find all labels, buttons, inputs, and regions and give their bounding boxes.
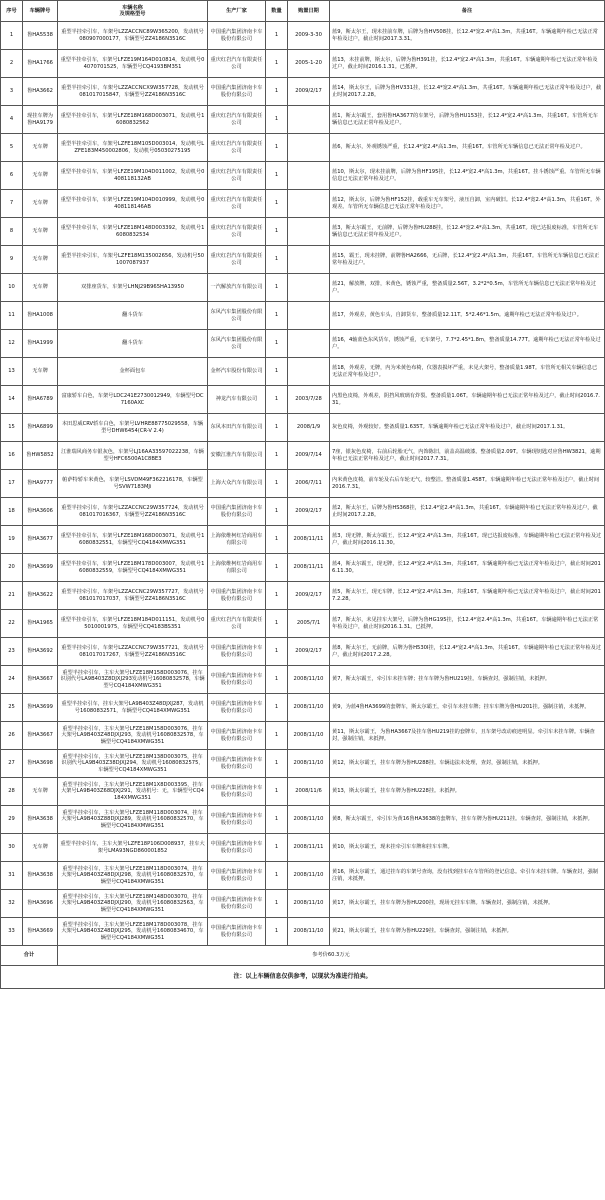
row-maker: 中国重汽集团济南卡车股份有限公司 (208, 918, 266, 946)
row-vehicle-name: 重型半挂牵引车，车架号LZZACCNC29W357727，发动机号081017017037，车辆型号ZZ4186N3516C (58, 582, 208, 610)
row-remark: 灰色皮椅，外观较好。整备质量1.635T。车辆逾期年检已无法正常年检及过户，截止时间2017.1.31。 (330, 414, 605, 442)
row-date (288, 302, 330, 330)
header-qty: 数量 (266, 1, 288, 22)
header-remark: 备注 (330, 1, 605, 22)
row-remark: 黄11，斯太尔霸王，为鲁HA3667及挂车鲁HU219挂的套牌车，且车架号改动痕迹明显。牵引车未挂车牌。车辆查封，强制注销，未抵押。 (330, 722, 605, 750)
row-maker: 上海依维柯红岩商用车有限公司 (208, 554, 266, 582)
row-remark: 内米黄色皮椅，前车轮及右后车轮无气，较整洁。整备质量1.458T。车辆逾期年检已无法正常年检及过户，截止时间2016.7.31。 (330, 470, 605, 498)
row-plate: 鲁HW5852 (23, 442, 58, 470)
header-date: 购置日期 (288, 1, 330, 22)
row-qty: 1 (266, 498, 288, 526)
row-plate: 鲁HA3699 (23, 694, 58, 722)
row-vehicle-name: 重型半挂牵引车，车架号LFZE18M148D003392，发动机号16080832534 (58, 218, 208, 246)
row-maker: 中国重汽集团济南卡车股份有限公司 (208, 78, 266, 106)
row-vehicle-name: 本田思威CRV轿车白色，车架号LVHRE88775029558，车辆型号DHW6454(CR-V 2.4) (58, 414, 208, 442)
row-date: 2006/7/11 (288, 470, 330, 498)
row-maker: 重庆红岩汽车有限责任公司 (208, 246, 266, 274)
row-qty: 1 (266, 862, 288, 890)
row-index: 28 (1, 778, 23, 806)
row-maker: 中国重汽集团济南卡车股份有限公司 (208, 582, 266, 610)
row-maker: 中国重汽集团济南卡车股份有限公司 (208, 722, 266, 750)
row-vehicle-name: 重型半挂牵引车，车架号LFZE18M168D003071，发动机号16080832562 (58, 106, 208, 134)
row-remark: 蓝21，解放牌，双排，米黄色，锈蚀严重，整备质量2.56T，3.2*2*0.5m，车管所无车辆信息已无法正常年检及过户。 (330, 274, 605, 302)
table-row (1, 162, 605, 190)
table-row (1, 22, 605, 50)
row-plate: 无车牌 (23, 358, 58, 386)
row-date (288, 274, 330, 302)
row-remark: 蓝10，斯太尔，现未挂前牌，后牌为鲁HF195挂，长12.4*宽2.4*高1.3m，共重16T。挂斗锈蚀严重。车管所无车辆信息已无法正常年检及过户。 (330, 162, 605, 190)
row-maker: 神龙汽车有限公司 (208, 386, 266, 414)
row-maker: 东风本田汽车有限公司 (208, 414, 266, 442)
row-remark: 蓝1，斯太尔霸王，套用鲁HA3677的车架号，后牌为鲁HU153挂，长12.4*宽2.4*高1.3m，共重16T。车管所无车辆信息已无法正常年检及过户。 (330, 106, 605, 134)
note-row (1, 966, 605, 989)
row-maker: 中国重汽集团济南卡车股份有限公司 (208, 750, 266, 778)
row-maker: 上海依维柯红岩商用车有限公司 (208, 526, 266, 554)
row-remark: 黄16，斯太尔霸王，通过挂车的车架号查询，没有找到挂车在车管所的登记信息。牵引车未挂车牌。车辆查封，强制注销，未抵押。 (330, 862, 605, 890)
row-vehicle-name: 重型半挂牵引车，车架号LZZACCNC79W357721，发动机号081017017267，车辆型号ZZ4186N3516C (58, 638, 208, 666)
row-remark: 蓝3，现无牌，斯太尔霸王，长12.4*宽2.4*高1.3m，共重16T。现已达报废标准，车辆逾期年检已无法正常年检及过户，截止时间2016.11.30。 (330, 526, 605, 554)
row-date: 2008/11/6 (288, 778, 330, 806)
table-row (1, 246, 605, 274)
row-index: 11 (1, 302, 23, 330)
row-vehicle-name: 重型半挂牵引车，主车大架号LFZE18M1X8D003395，挂车大架号LA9B403Z68DJXJ291，发动机号：无，车辆型号CQ4184XMWG351 (58, 778, 208, 806)
row-index: 25 (1, 694, 23, 722)
row-remark: 蓝14，斯太尔王，后牌为鲁HV331挂，长12.4*宽2.4*高1.3m，共重16T。车辆逾期年检已无法正常年检及过户，截止时间2017.2.28。 (330, 78, 605, 106)
row-qty: 1 (266, 638, 288, 666)
table-row (1, 134, 605, 162)
row-date: 2005-1-20 (288, 50, 330, 78)
row-index: 31 (1, 862, 23, 890)
total-value: 参考价60.3万元 (58, 946, 605, 966)
row-index: 10 (1, 274, 23, 302)
row-index: 15 (1, 414, 23, 442)
row-date: 2009/2/17 (288, 638, 330, 666)
table-row (1, 694, 605, 722)
row-plate: 现挂车牌为鲁HA9179 (23, 106, 58, 134)
row-remark: 蓝7，斯太尔，未见挂车大架号，后牌为鲁HG195挂，长12.4*宽2.4*高1.3m，共重16T。车辆逾期年检已无法正常年检及过户，截止时间2016.1.31。已抵押。 (330, 610, 605, 638)
row-date: 2008/1/9 (288, 414, 330, 442)
row-vehicle-name: 重型半挂牵引车，车架号LFZE19M104D010999，发动机号0408118146AB (58, 190, 208, 218)
row-date: 2008/11/10 (288, 750, 330, 778)
row-maker: 中国重汽集团济南卡车股份有限公司 (208, 778, 266, 806)
row-vehicle-name: 重型半挂牵引车，主车大架号LFZE18M148D003070，挂车大架号LA9B403Z48DJXJ290，发动机号16080832563，车辆型号CQ4184XMWG351 (58, 890, 208, 918)
row-qty: 1 (266, 358, 288, 386)
row-vehicle-name: 重型半挂牵引车，主车大架号LFZE18M158D003076，挂车识别代号LA9B403Z8DJXJ293发动机号16080832578，车辆型号CQ4184XMWG351 (58, 666, 208, 694)
row-plate: 无车牌 (23, 246, 58, 274)
row-qty: 1 (266, 554, 288, 582)
row-date: 2009/2/17 (288, 78, 330, 106)
row-vehicle-name: 重型半挂牵引车，车架号LFZE18M168D003071，发动机号16080832551，车辆型号CQ4184XMWG351 (58, 526, 208, 554)
row-plate: 鲁HA1965 (23, 610, 58, 638)
row-maker: 中国重汽集团济南卡车股份有限公司 (208, 806, 266, 834)
row-remark: 蓝4，斯太尔霸王，现无牌，长12.4*宽2.4*高1.3m，共重16T。车辆逾期年检已无法正常年检及过户，截止时间2016.11.30。 (330, 554, 605, 582)
row-qty: 1 (266, 722, 288, 750)
row-maker: 中国重汽集团济南卡车股份有限公司 (208, 834, 266, 862)
row-vehicle-name: 翻斗货车 (58, 302, 208, 330)
row-remark: 蓝9，斯太尔王，现未挂前车牌，后牌为鲁HV508挂，长12.4*宽2.4*高1.3m，共重16T。车辆逾期年检已无法正常年检及过户，截止时间2017.3.31。 (330, 22, 605, 50)
row-index: 21 (1, 582, 23, 610)
row-index: 29 (1, 806, 23, 834)
row-remark: 蓝5，斯太尔王，现无车牌，长12.4*宽2.4*高1.3m，共重16T。车辆逾期年检已无法正常年检及过户，截止时间2017.2.28。 (330, 582, 605, 610)
row-plate: 鲁HA3699 (23, 554, 58, 582)
row-index: 8 (1, 218, 23, 246)
row-date: 2009/2/17 (288, 582, 330, 610)
row-maker: 重庆红岩汽车有限责任公司 (208, 134, 266, 162)
row-maker: 重庆红岩汽车有限责任公司 (208, 190, 266, 218)
row-vehicle-name: 重型半挂牵引车，车架号LZFE18M135002656，发动机号501007087937 (58, 246, 208, 274)
row-vehicle-name: 重型半挂牵引车，车架号LZZACCNCX9W357728，发动机号081017015847，车辆型号ZZ4186N3516C (58, 78, 208, 106)
row-qty: 1 (266, 78, 288, 106)
row-plate: 鲁HA3696 (23, 890, 58, 918)
row-vehicle-name: 双排座货车，车架号LHNJ29B965HA13950 (58, 274, 208, 302)
row-date: 2008/11/10 (288, 918, 330, 946)
row-index: 27 (1, 750, 23, 778)
row-plate: 鲁HA6789 (23, 386, 58, 414)
row-plate: 无车牌 (23, 778, 58, 806)
row-date (288, 330, 330, 358)
row-qty: 1 (266, 610, 288, 638)
row-index: 17 (1, 470, 23, 498)
row-index: 13 (1, 358, 23, 386)
row-maker: 上海大众汽车有限公司 (208, 470, 266, 498)
row-index: 3 (1, 78, 23, 106)
table-row (1, 498, 605, 526)
row-vehicle-name: 重型半挂牵引车，挂车大架号LA9B403Z48DJXJ287，发动机号16080832571，车辆型号CQ4184XMWG351 (58, 694, 208, 722)
table-row (1, 666, 605, 694)
row-vehicle-name: 重型半挂牵引车，车架号LFZE19M164D010814，发动机号04070701525，车辆型号CQ4193BM351 (58, 50, 208, 78)
row-index: 18 (1, 498, 23, 526)
row-vehicle-name: 重型半挂牵引车，主车大架号LFZE18M118D003074，挂车大架号LA9B403Z88DJXJ289，发动机号16080832570，车辆型号CQ4184XMWG351 (58, 806, 208, 834)
row-index: 1 (1, 22, 23, 50)
row-maker: 中国重汽集团济南卡车股份有限公司 (208, 638, 266, 666)
row-qty: 1 (266, 386, 288, 414)
table-row (1, 442, 605, 470)
row-qty: 1 (266, 162, 288, 190)
header-maker: 生产厂家 (208, 1, 266, 22)
row-plate: 鲁HA3606 (23, 498, 58, 526)
row-remark: 蓝17，外观差，黄色车头，自卸货车，整备质量12.11T。5*2.46*1.5m。逾期年检已无法正常年检及过户。 (330, 302, 605, 330)
row-date (288, 190, 330, 218)
row-maker: 中国重汽集团济南卡车股份有限公司 (208, 890, 266, 918)
row-index: 24 (1, 666, 23, 694)
row-vehicle-name: 重型半挂牵引车，车架号LFZE18M184D011151，发动机号05010001975，车辆型号CQ4183BS351 (58, 610, 208, 638)
row-plate: 鲁HA1008 (23, 302, 58, 330)
row-maker: 中国重汽集团济南卡车股份有限公司 (208, 666, 266, 694)
row-date (288, 106, 330, 134)
row-maker: 中国重汽集团济南卡车股份有限公司 (208, 694, 266, 722)
row-qty: 1 (266, 890, 288, 918)
row-qty: 1 (266, 834, 288, 862)
row-date: 2003/7/28 (288, 386, 330, 414)
row-vehicle-name: 重型半挂牵引车，车架号LZFE18M105D003014，发动机号LZFE183M450002806，发动机号05030275195 (58, 134, 208, 162)
row-qty: 1 (266, 50, 288, 78)
table-row (1, 638, 605, 666)
row-remark: 黄7，斯太尔霸王，牵引车未挂车牌；挂车车牌为鲁HU219挂。车辆查封，强制注销，未抵押。 (330, 666, 605, 694)
row-remark: 蓝18，外观差，无牌，内为米黄色布椅，仪器表损坏严重，未见大架号，整备质量1.98T。车管所无相关车辆信息已无法正常年检及过户。 (330, 358, 605, 386)
row-date (288, 134, 330, 162)
row-date: 2008/11/10 (288, 806, 330, 834)
row-vehicle-name: 重型半挂牵引车，车架号LZZACCNC29W357724，发动机号081017016367，车辆型号ZZ4186N3516C (58, 498, 208, 526)
table-row (1, 274, 605, 302)
row-plate: 鲁HA3669 (23, 918, 58, 946)
table-row (1, 358, 605, 386)
row-qty: 1 (266, 778, 288, 806)
row-vehicle-name: 重型半挂牵引车，车架号LFZE19M104D011002，发动机号0408118132AB (58, 162, 208, 190)
table-row (1, 806, 605, 834)
row-maker: 重庆红岩汽车有限责任公司 (208, 106, 266, 134)
row-maker: 金杯汽车股份有限公司 (208, 358, 266, 386)
row-maker: 中国重汽集团济南卡车股份有限公司 (208, 862, 266, 890)
row-remark: 蓝6，斯太尔，外观锈蚀严重，长12.4*宽2.4*高1.3m，共重16T。车管所无车辆信息已无法正常年检及过户。 (330, 134, 605, 162)
row-plate: 鲁HA3667 (23, 666, 58, 694)
row-qty: 1 (266, 246, 288, 274)
row-qty: 1 (266, 134, 288, 162)
row-remark: 黄9，为蓝4鲁HA3699的套牌车，斯太尔霸王，牵引车未挂车牌；挂车车牌为鲁HU201挂。强制注销，未抵押。 (330, 694, 605, 722)
table-row (1, 302, 605, 330)
row-qty: 1 (266, 666, 288, 694)
row-qty: 1 (266, 806, 288, 834)
row-vehicle-name: 翻斗货车 (58, 330, 208, 358)
table-row (1, 526, 605, 554)
footnote: 注：以上车辆信息仅供参考，以现状为准进行拍卖。 (1, 966, 605, 989)
row-remark: 蓝3，斯太尔霸王，无前牌，后牌为鲁HU288挂，长12.4*宽2.4*高1.3m，共重16T。现已达报废标准，车管所无车辆信息已无法正常年检及过户。 (330, 218, 605, 246)
row-qty: 1 (266, 442, 288, 470)
table-row (1, 918, 605, 946)
table-row (1, 834, 605, 862)
row-index: 30 (1, 834, 23, 862)
row-date: 2008/11/10 (288, 666, 330, 694)
row-index: 2 (1, 50, 23, 78)
row-index: 33 (1, 918, 23, 946)
header-plate: 车辆牌号 (23, 1, 58, 22)
row-maker: 一汽解放汽车有限公司 (208, 274, 266, 302)
row-maker: 重庆红岩汽车有限责任公司 (208, 162, 266, 190)
row-remark: 黄8，斯太尔霸王，牵引车为黄16鲁HA3638的套牌车，挂车车牌为鲁HU211挂。车辆查封，强制注销，未抵押。 (330, 806, 605, 834)
row-index: 32 (1, 890, 23, 918)
total-label: 合计 (1, 946, 58, 966)
row-vehicle-name: 重型半挂牵引车，主车大架号LFZE18M138D003075，挂车识别代号LA9B403Z38DJXJ294，发动机号16080832575，车辆型号CQ4184XMWG351 (58, 750, 208, 778)
row-qty: 1 (266, 694, 288, 722)
row-index: 20 (1, 554, 23, 582)
row-index: 6 (1, 162, 23, 190)
row-plate: 鲁HA3638 (23, 862, 58, 890)
row-maker: 安徽江淮汽车有限公司 (208, 442, 266, 470)
row-plate: 鲁HA3622 (23, 582, 58, 610)
row-maker: 重庆红岩汽车有限责任公司 (208, 50, 266, 78)
row-remark: 蓝12，斯太尔，后牌为鲁HF152挂，载重车无车架号，液压自卸，室内破旧。长12.4*宽2.4*高1.3m，共重16T。外观差。车管所无车辆信息已无法正常年检及过户。 (330, 190, 605, 218)
table-row (1, 414, 605, 442)
row-qty: 1 (266, 302, 288, 330)
row-date (288, 218, 330, 246)
row-qty: 1 (266, 274, 288, 302)
table-row (1, 50, 605, 78)
row-qty: 1 (266, 470, 288, 498)
row-vehicle-name: 金杯面包车 (58, 358, 208, 386)
row-plate: 鲁HA3638 (23, 806, 58, 834)
row-qty: 1 (266, 414, 288, 442)
row-vehicle-name: 帕萨特轿车米黄色，车架号LSVDM49F362216178，车辆型号SVW7183MJi (58, 470, 208, 498)
row-remark: 内黑色皮椅，外观差，阴挡风玻璃有炸裂。整备质量1.06T。车辆逾期年检已无法正常年检及过户，截止时间2016.7.31。 (330, 386, 605, 414)
row-index: 12 (1, 330, 23, 358)
row-remark: 蓝13，未挂前牌，斯太尔，后牌为鲁H391挂，长12.4*宽2.4*高1.3m，共重16T。车辆逾期年检已无法正常年检及过户，截止时间2016.1.31。已抵押。 (330, 50, 605, 78)
table-row (1, 106, 605, 134)
row-index: 22 (1, 610, 23, 638)
row-maker: 重庆红岩汽车有限责任公司 (208, 218, 266, 246)
row-index: 5 (1, 134, 23, 162)
table-row (1, 890, 605, 918)
row-date (288, 246, 330, 274)
table-row (1, 862, 605, 890)
row-remark: 黄12，斯太尔霸王，挂车车牌为鲁HU288挂。车辆违法未处理，查封，强制注销，未抵押。 (330, 750, 605, 778)
row-plate: 鲁HA9777 (23, 470, 58, 498)
row-date: 2008/11/10 (288, 694, 330, 722)
row-plate: 鲁HA3667 (23, 722, 58, 750)
row-remark: 蓝8，斯太尔王，无前牌，后牌为鲁H530I挂，长12.4*宽2.4*高1.3m，共重16T。车辆逾期年检已无法正常年检及过户，截止时间2017.2.28。 (330, 638, 605, 666)
row-date: 2009/7/14 (288, 442, 330, 470)
row-maker: 东风汽车集团股份有限公司 (208, 330, 266, 358)
row-plate: 鲁HA6899 (23, 414, 58, 442)
row-plate: 无车牌 (23, 162, 58, 190)
table-row (1, 386, 605, 414)
row-remark: 黄17，斯太尔霸王，挂车车牌为鲁HU200挂，现场无挂车车牌。车辆查封，强制注销，未抵押。 (330, 890, 605, 918)
row-date: 2008/11/10 (288, 890, 330, 918)
table-row (1, 554, 605, 582)
row-qty: 1 (266, 106, 288, 134)
row-plate: 无车牌 (23, 834, 58, 862)
row-index: 23 (1, 638, 23, 666)
table-row (1, 610, 605, 638)
row-vehicle-name: 重型半挂牵引车，主车大架号LFZE18M158D003076，挂车大架号LA9B403Z48DJXJ293，发动机号16080832578，车辆型号CQ4184XMWG351 (58, 722, 208, 750)
header-name: 车辆名称 及规格型号 (58, 1, 208, 22)
row-date (288, 162, 330, 190)
row-qty: 1 (266, 526, 288, 554)
row-maker: 重庆红岩汽车有限责任公司 (208, 610, 266, 638)
row-plate: 鲁HA3677 (23, 526, 58, 554)
row-vehicle-name: 江淮瑞风商务车银灰色，车架号LJ16AA33597022238，车辆型号HFC6500A1C8BE3 (58, 442, 208, 470)
row-date: 2005/7/1 (288, 610, 330, 638)
row-index: 16 (1, 442, 23, 470)
row-date: 2009/2/17 (288, 498, 330, 526)
row-maker: 中国重汽集团济南卡车股份有限公司 (208, 498, 266, 526)
table-row (1, 722, 605, 750)
total-row (1, 946, 605, 966)
row-qty: 1 (266, 330, 288, 358)
row-date: 2008/11/11 (288, 554, 330, 582)
row-qty: 1 (266, 22, 288, 50)
row-plate: 鲁HA3698 (23, 750, 58, 778)
row-qty: 1 (266, 190, 288, 218)
row-date: 2008/11/11 (288, 834, 330, 862)
row-index: 19 (1, 526, 23, 554)
row-plate: 鲁HA1999 (23, 330, 58, 358)
row-remark: 黄10，斯太尔霸王，现未挂牵引车车牌和挂车车牌。 (330, 834, 605, 862)
row-index: 7 (1, 190, 23, 218)
row-vehicle-name: 重型半挂牵引车，主车大架号LZFE18P106D008937，挂车大架号LMA93NGD860001852 (58, 834, 208, 862)
row-index: 26 (1, 722, 23, 750)
table-row (1, 750, 605, 778)
row-date: 2008/11/10 (288, 862, 330, 890)
row-index: 14 (1, 386, 23, 414)
row-plate: 无车牌 (23, 274, 58, 302)
header-index: 序号 (1, 1, 23, 22)
row-qty: 1 (266, 582, 288, 610)
row-maker: 中国重汽集团济南卡车股份有限公司 (208, 22, 266, 50)
row-date: 2008/11/10 (288, 722, 330, 750)
row-vehicle-name: 重型半挂牵引车，车架号LFZE18M178D003007，发动机号16080832559，车辆型号CQ4184XMWG351 (58, 554, 208, 582)
row-plate: 鲁HA5538 (23, 22, 58, 50)
row-remark: 蓝15，霸王，现未挂牌，前牌鲁HA2666，无后牌，长12.4*宽2.4*高1.3m，共重16T。车管所无车辆信息已无法正常年检及过户。 (330, 246, 605, 274)
row-date: 2008/11/11 (288, 526, 330, 554)
table-row (1, 470, 605, 498)
table-row (1, 582, 605, 610)
table-row (1, 218, 605, 246)
table-header-row (1, 1, 605, 22)
row-remark: 黄21，斯太尔霸王，挂车车牌为鲁HU229挂。车辆查封，强制注销，未抵押。 (330, 918, 605, 946)
row-maker: 东风汽车集团股份有限公司 (208, 302, 266, 330)
row-date: 2009-3-30 (288, 22, 330, 50)
table-row (1, 78, 605, 106)
table-body (1, 22, 605, 946)
row-plate: 无车牌 (23, 134, 58, 162)
row-vehicle-name: 重型半挂牵引车，主车大架号LFZE18M118D003074，挂车大架号LA9B403Z48DJXJ298，发动机号16080832570，车辆型号CQ4184XMWG351 (58, 862, 208, 890)
row-remark: 7座，银灰色皮椅，右前后轮胎无气，内饰陈旧，前盖高温破漆。整备质量2.09T。车辆现钥匙对应鲁HW3821，逾期年检已无法正常年检及过户，截止时间2017.7.31。 (330, 442, 605, 470)
row-plate: 鲁HA1766 (23, 50, 58, 78)
row-remark: 蓝2，斯太尔王，后牌为鲁HS368挂，长12.4*宽2.4*高1.3m，共重16T。车辆逾期年检已无法正常年检及过户，截止时间2017.2.28。 (330, 498, 605, 526)
row-qty: 1 (266, 918, 288, 946)
row-index: 4 (1, 106, 23, 134)
table-row (1, 190, 605, 218)
row-index: 9 (1, 246, 23, 274)
row-plate: 无车牌 (23, 218, 58, 246)
row-vehicle-name: 富康轿车白色，车架号LDC241E2730012949，车辆型号DC7160AXC (58, 386, 208, 414)
row-date (288, 358, 330, 386)
row-vehicle-name: 重型半挂牵引车，主车大架号LFZE18M178D003078，挂车大架号LA9B403Z48DJXJ295，发动机号16080834670，车辆型号CQ4184XMWG351 (58, 918, 208, 946)
row-plate: 鲁HA3662 (23, 78, 58, 106)
row-qty: 1 (266, 218, 288, 246)
row-qty: 1 (266, 750, 288, 778)
row-remark: 黄13，斯太尔霸王，挂车车牌为鲁HU228挂。未抵押。 (330, 778, 605, 806)
table-row (1, 778, 605, 806)
row-vehicle-name: 重型半挂牵引车，车架号LZZACCNC89W365200，发动机号080907000177，车辆型号ZZ4186N3516C (58, 22, 208, 50)
row-plate: 鲁HA3692 (23, 638, 58, 666)
row-plate: 无车牌 (23, 190, 58, 218)
table-row (1, 330, 605, 358)
row-remark: 蓝16，4轴蓝色东风货车，锈蚀严重，无车架号，7.7*2.45*1.8m，整备质量14.77T。逾期年检已无法正常年检及过户。 (330, 330, 605, 358)
